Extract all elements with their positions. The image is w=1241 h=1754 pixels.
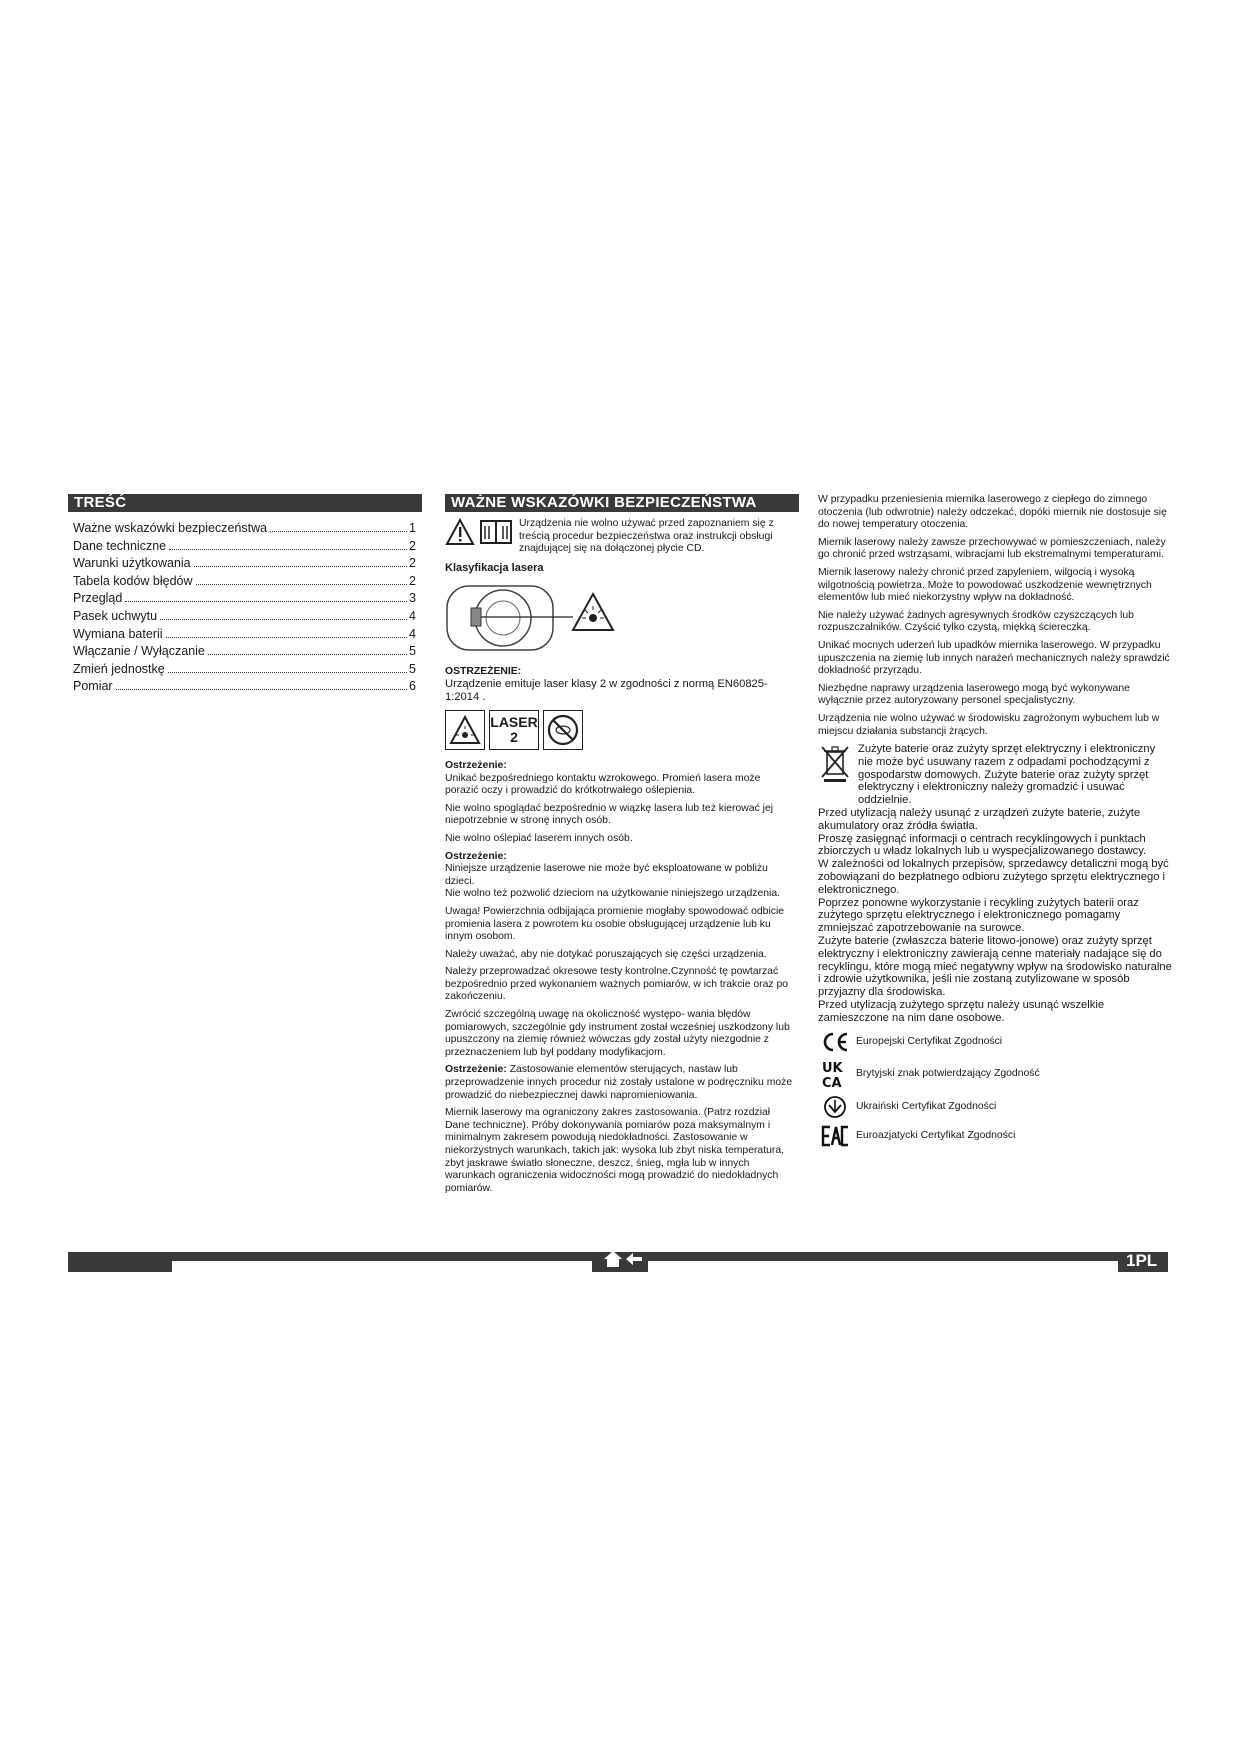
toc-leader <box>208 653 407 655</box>
cert-eac <box>818 1125 1173 1147</box>
svg-text:CA: CA <box>822 1075 842 1089</box>
cert-ua <box>818 1095 1173 1119</box>
ua-mark-icon <box>818 1095 852 1119</box>
cert-ce <box>818 1031 1173 1053</box>
toc-leader <box>116 688 407 690</box>
laser-class-label <box>445 710 793 750</box>
toc-entry-label: Przegląd <box>73 591 123 606</box>
warning3-p2: Nie wolno też pozwolić dzieciom na użytkowanie niniejszego urządzenia. <box>445 888 780 900</box>
toc-entry-label: Warunki użytkowania <box>73 556 191 571</box>
laser-class-number: 2 <box>510 728 518 745</box>
toc-entry[interactable] <box>73 661 416 679</box>
toc-entry-page: 4 <box>409 608 416 623</box>
laser-word: LASER <box>490 713 538 730</box>
impact-paragraph: Unikać mocnych uderzeń lub upadków miernika laserowego. W przypadku upuszczenia na ziemię lub innych narażeń mechanicznych należy sprawdzić dokładność przyrządu. <box>818 639 1170 677</box>
toc-entry-page: 2 <box>409 538 416 553</box>
warning1-text: Urządzenie emituje laser klasy 2 w zgodności z normą EN60825-1:2014 . <box>445 678 768 704</box>
toc-entry-label: Tabela kodów błędów <box>73 573 193 588</box>
disposal-4: Poprzez ponowne wykorzystanie i recykling zużytych baterii oraz zużytego sprzętu elektrycznego i elektronicznego pomagamy zmniejszać zapotrzebowanie na surowce. <box>818 896 1139 935</box>
cert-ukca <box>818 1059 1173 1089</box>
no-stare-icon <box>543 710 583 750</box>
toc-column <box>68 494 416 696</box>
warning2-p3: Nie wolno oślepiać laserem innych osób. <box>445 832 633 844</box>
disposal-2: Proszę zasięgnąć informacji o centrach recyklingowych i punktach zbiorczych u władz lokalnych lub u wyspecjalizowanego dostawcy. <box>818 832 1147 858</box>
toc-entry[interactable] <box>73 573 416 591</box>
page-number: 1PL <box>1126 1251 1158 1270</box>
footer-line-right <box>648 1261 1118 1272</box>
toc-entry-label: Wymiana baterii <box>73 626 163 641</box>
toc-entry[interactable] <box>73 626 416 644</box>
toc-entry[interactable] <box>73 643 416 661</box>
uwaga-paragraph: Uwaga! Powierzchnia odbijająca promienie mogłaby spowodować odbicie promienia lasera z powrotem ku osobie obsługującej urządzenie lub ku innym osobom. <box>445 905 785 943</box>
device-illustration <box>445 580 615 658</box>
toc-entry-label: Ważne wskazówki bezpieczeństwa <box>73 521 268 535</box>
toc-entry-label: Włączanie / Wyłączanie <box>73 644 205 659</box>
disposal-5: Zużyte baterie (zwłaszcza baterie litowo-jonowe) oraz zużyty sprzęt elektryczny i elektroniczny zawierają cenne materiały nadające się do recyklingu, które mogą mieć negatywny wpływ na środowisko naturalne i zdrowie użytkownika, jeśli nie zostaną zutylizowane w sposób przyjazny dla środowiska. <box>818 935 1172 999</box>
errors-paragraph: Zwrócić szczególną uwagę na okoliczność występo- wania błędów pomiarowych, szczególnie gdy instrument został wcześniej uszkodzony lub upuszczony na ziemię również wówczas gdy został użyty niezgodnie z przeznaczeniem lub był poddany modyfikacjom. <box>445 1009 790 1058</box>
disposal-6: Przed utylizacją zużytego sprzętu należy usunąć wszelkie zamieszczone na nim dane osobowe. <box>818 999 1105 1024</box>
moving-parts-paragraph: Należy uważać, aby nie dotykać poruszających się części urządzenia. <box>445 948 767 960</box>
toc-leader <box>169 548 407 550</box>
footer-line-left <box>172 1261 592 1272</box>
back-arrow-icon[interactable] <box>625 1252 643 1271</box>
toc-entry-label: Dane techniczne <box>73 538 167 553</box>
range-paragraph: Miernik laserowy ma ograniczony zakres zastosowania. (Patrz rozdział Dane techniczne). Próby dokonywania pomiarów poza maksymalnym i minimalnym zakresem powodują niedokładności. Zastosowanie w niekorzystnych warunkach, takich jak: wysoka lub zbyt niska temperatura, zbyt jaskrawe światło słoneczne, deszcz, śnieg, mgła lub w innych warunkach ograniczenia widoczności mogą prowadzić do niedokładnych pomiarów. <box>445 1107 784 1194</box>
toc-entry-label: Pasek uchwytu <box>73 608 158 623</box>
temp-paragraph: W przypadku przeniesienia miernika laserowego z ciepłego do zimnego otoczenia (lub odwrotnie) należy odczekać, dopóki miernik nie dostosuje się do nowej temperatury otoczenia. <box>818 494 1167 531</box>
safety-column <box>445 494 793 1200</box>
safety-title: WAŻNE WSKAZÓWKI BEZPIECZEŃSTWA <box>445 494 799 512</box>
toc-entry[interactable] <box>73 555 416 573</box>
toc-entry[interactable] <box>73 608 416 626</box>
tests-paragraph: Należy przeprowadzać okresowe testy kontrolne.Czynność tę powtarzać bezpośrednio przed wykonaniem ważnych pomiarów, w ich trakcie oraz po zakończeniu. <box>445 966 789 1003</box>
svg-text:UK: UK <box>822 1060 843 1076</box>
toc-entry-page: 2 <box>409 573 416 588</box>
warning4-paragraph <box>445 1064 793 1102</box>
disposal-1: Przed utylizacją należy usunąć z urządzeń zużyte baterie, zużyte akumulatory oraz źródła światła. <box>818 807 1141 832</box>
storage-paragraph: Miernik laserowy należy zawsze przechowywać w pomieszczeniach, należy go chronić przed wstrząsami, wibracjami lub ekstremalnymi temperaturami. <box>818 536 1166 561</box>
toc-leader <box>196 583 408 585</box>
disposal-3: W zależności od lokalnych przepisów, sprzedawcy detaliczni mogą być zobowiązani do bezpłatnego odbioru zużytego sprzętu elektrycznego i elektronicznego. <box>818 858 1169 896</box>
toc-entry-page: 4 <box>409 626 416 641</box>
weee-text: Zużyte baterie oraz zużyty sprzęt elektryczny i elektroniczny nie może być usuwany razem z odpadami pochodzącymi z gospodarstw domowych. Zużyte baterie oraz zużyty sprzęt elektryczny i elektroniczny należy gromadzić i usuwać oddzielnie. <box>858 743 1156 807</box>
toc-entry-page: 2 <box>409 556 416 571</box>
toc-leader <box>160 618 407 620</box>
toc-entry-page: 5 <box>409 644 416 659</box>
toc-leader <box>168 671 407 673</box>
toc-entry[interactable] <box>73 520 416 538</box>
toc-list <box>68 520 416 696</box>
toc-entry[interactable] <box>73 538 416 556</box>
home-icon[interactable] <box>603 1250 623 1273</box>
warning3-p1: Niniejsze urządzenie laserowe nie może być eksploatowane w pobliżu dzieci. <box>445 863 768 887</box>
toc-entry-page: 5 <box>409 661 416 676</box>
intro-text: Urządzenia nie wolno używać przed zapoznaniem się z treścią procedur bezpieczeństwa oraz instrukcji obsługi znajdującej się na dołączonej płycie CD. <box>519 518 774 555</box>
manual-book-icon <box>479 518 513 556</box>
crossed-bin-icon <box>818 743 858 807</box>
weee-block <box>818 743 1173 807</box>
dust-paragraph: Miernik laserowy należy chronić przed zapyleniem, wilgocią i wysoką wilgotnością powietrza. Może to powodować uszkodzenie wewnętrznych elementów lub mieć niekorzystny wpływ na dokładność. <box>818 566 1152 604</box>
warning3-heading: Ostrzeżenie: <box>445 850 507 862</box>
toc-leader <box>166 636 408 638</box>
notes-column <box>818 494 1173 1147</box>
repairs-paragraph: Niezbędne naprawy urządzenia laserowego mogą być wykonywane wyłącznie przez autoryzowany personel specjalistyczny. <box>818 682 1130 707</box>
warning2-p1: Unikać bezpośredniego kontaktu wzrokowego. Promień lasera może porazić oczy i prowadzić do krótkotrwałego oślepienia. <box>445 772 761 797</box>
cert-eac-label: Euroazjatycki Certyfikat Zgodności <box>856 1130 1016 1142</box>
ukca-mark-icon <box>818 1059 852 1089</box>
warning2-p2: Nie wolno spoglądać bezpośrednio w wiązkę lasera lub też kierować jej niepotrzebnie w stronę innych osób. <box>445 802 774 827</box>
toc-entry-label: Pomiar <box>73 679 113 694</box>
laser-hazard-icon <box>445 710 485 750</box>
toc-entry-page: 1 <box>409 521 416 535</box>
warning2-heading: Ostrzeżenie: <box>445 759 507 771</box>
warning4-text: Zastosowanie elementów sterujących, nastaw lub przeprowadzenie innych procedur niż zostały ustalone w podręczniku może prowadzić do niebezpiecznej dawki napromieniowania. <box>445 1064 793 1101</box>
cleaning-paragraph: Nie należy używać żadnych agresywnych środków czyszczących lub rozpuszczalników. Czyścić tylko czystą, miękką ściereczką. <box>818 609 1134 634</box>
ce-mark-icon <box>818 1031 852 1053</box>
toc-leader <box>194 565 407 567</box>
cert-ukca-label: Brytyjski znak potwierdzający Zgodność <box>856 1068 1040 1080</box>
toc-entry[interactable] <box>73 590 416 608</box>
toc-entry[interactable] <box>73 678 416 696</box>
eac-mark-icon <box>818 1125 852 1147</box>
warning-triangle-icon <box>445 518 475 556</box>
toc-entry-page: 6 <box>409 679 416 694</box>
toc-leader <box>270 530 407 532</box>
toc-entry-page: 3 <box>409 591 416 606</box>
warning1-heading: OSTRZEŻENIE: <box>445 665 522 677</box>
cert-ua-label: Ukraiński Certyfikat Zgodności <box>856 1101 997 1113</box>
cert-ce-label: Europejski Certyfikat Zgodności <box>856 1036 1003 1048</box>
toc-entry-label: Zmień jednostkę <box>73 661 165 676</box>
toc-leader <box>125 600 407 602</box>
warning4-heading: Ostrzeżenie: <box>445 1064 507 1076</box>
home-back-nav[interactable] <box>600 1250 646 1272</box>
explosive-paragraph: Urządzenia nie wolno używać w środowisku zagrożonym wybuchem lub w miejscu działania substancji żrących. <box>818 712 1160 737</box>
laser-class-heading: Klasyfikacja lasera <box>445 561 544 574</box>
intro-block <box>445 518 793 556</box>
laser-class-box <box>489 710 539 750</box>
toc-title: TREŚĆ <box>68 494 422 512</box>
